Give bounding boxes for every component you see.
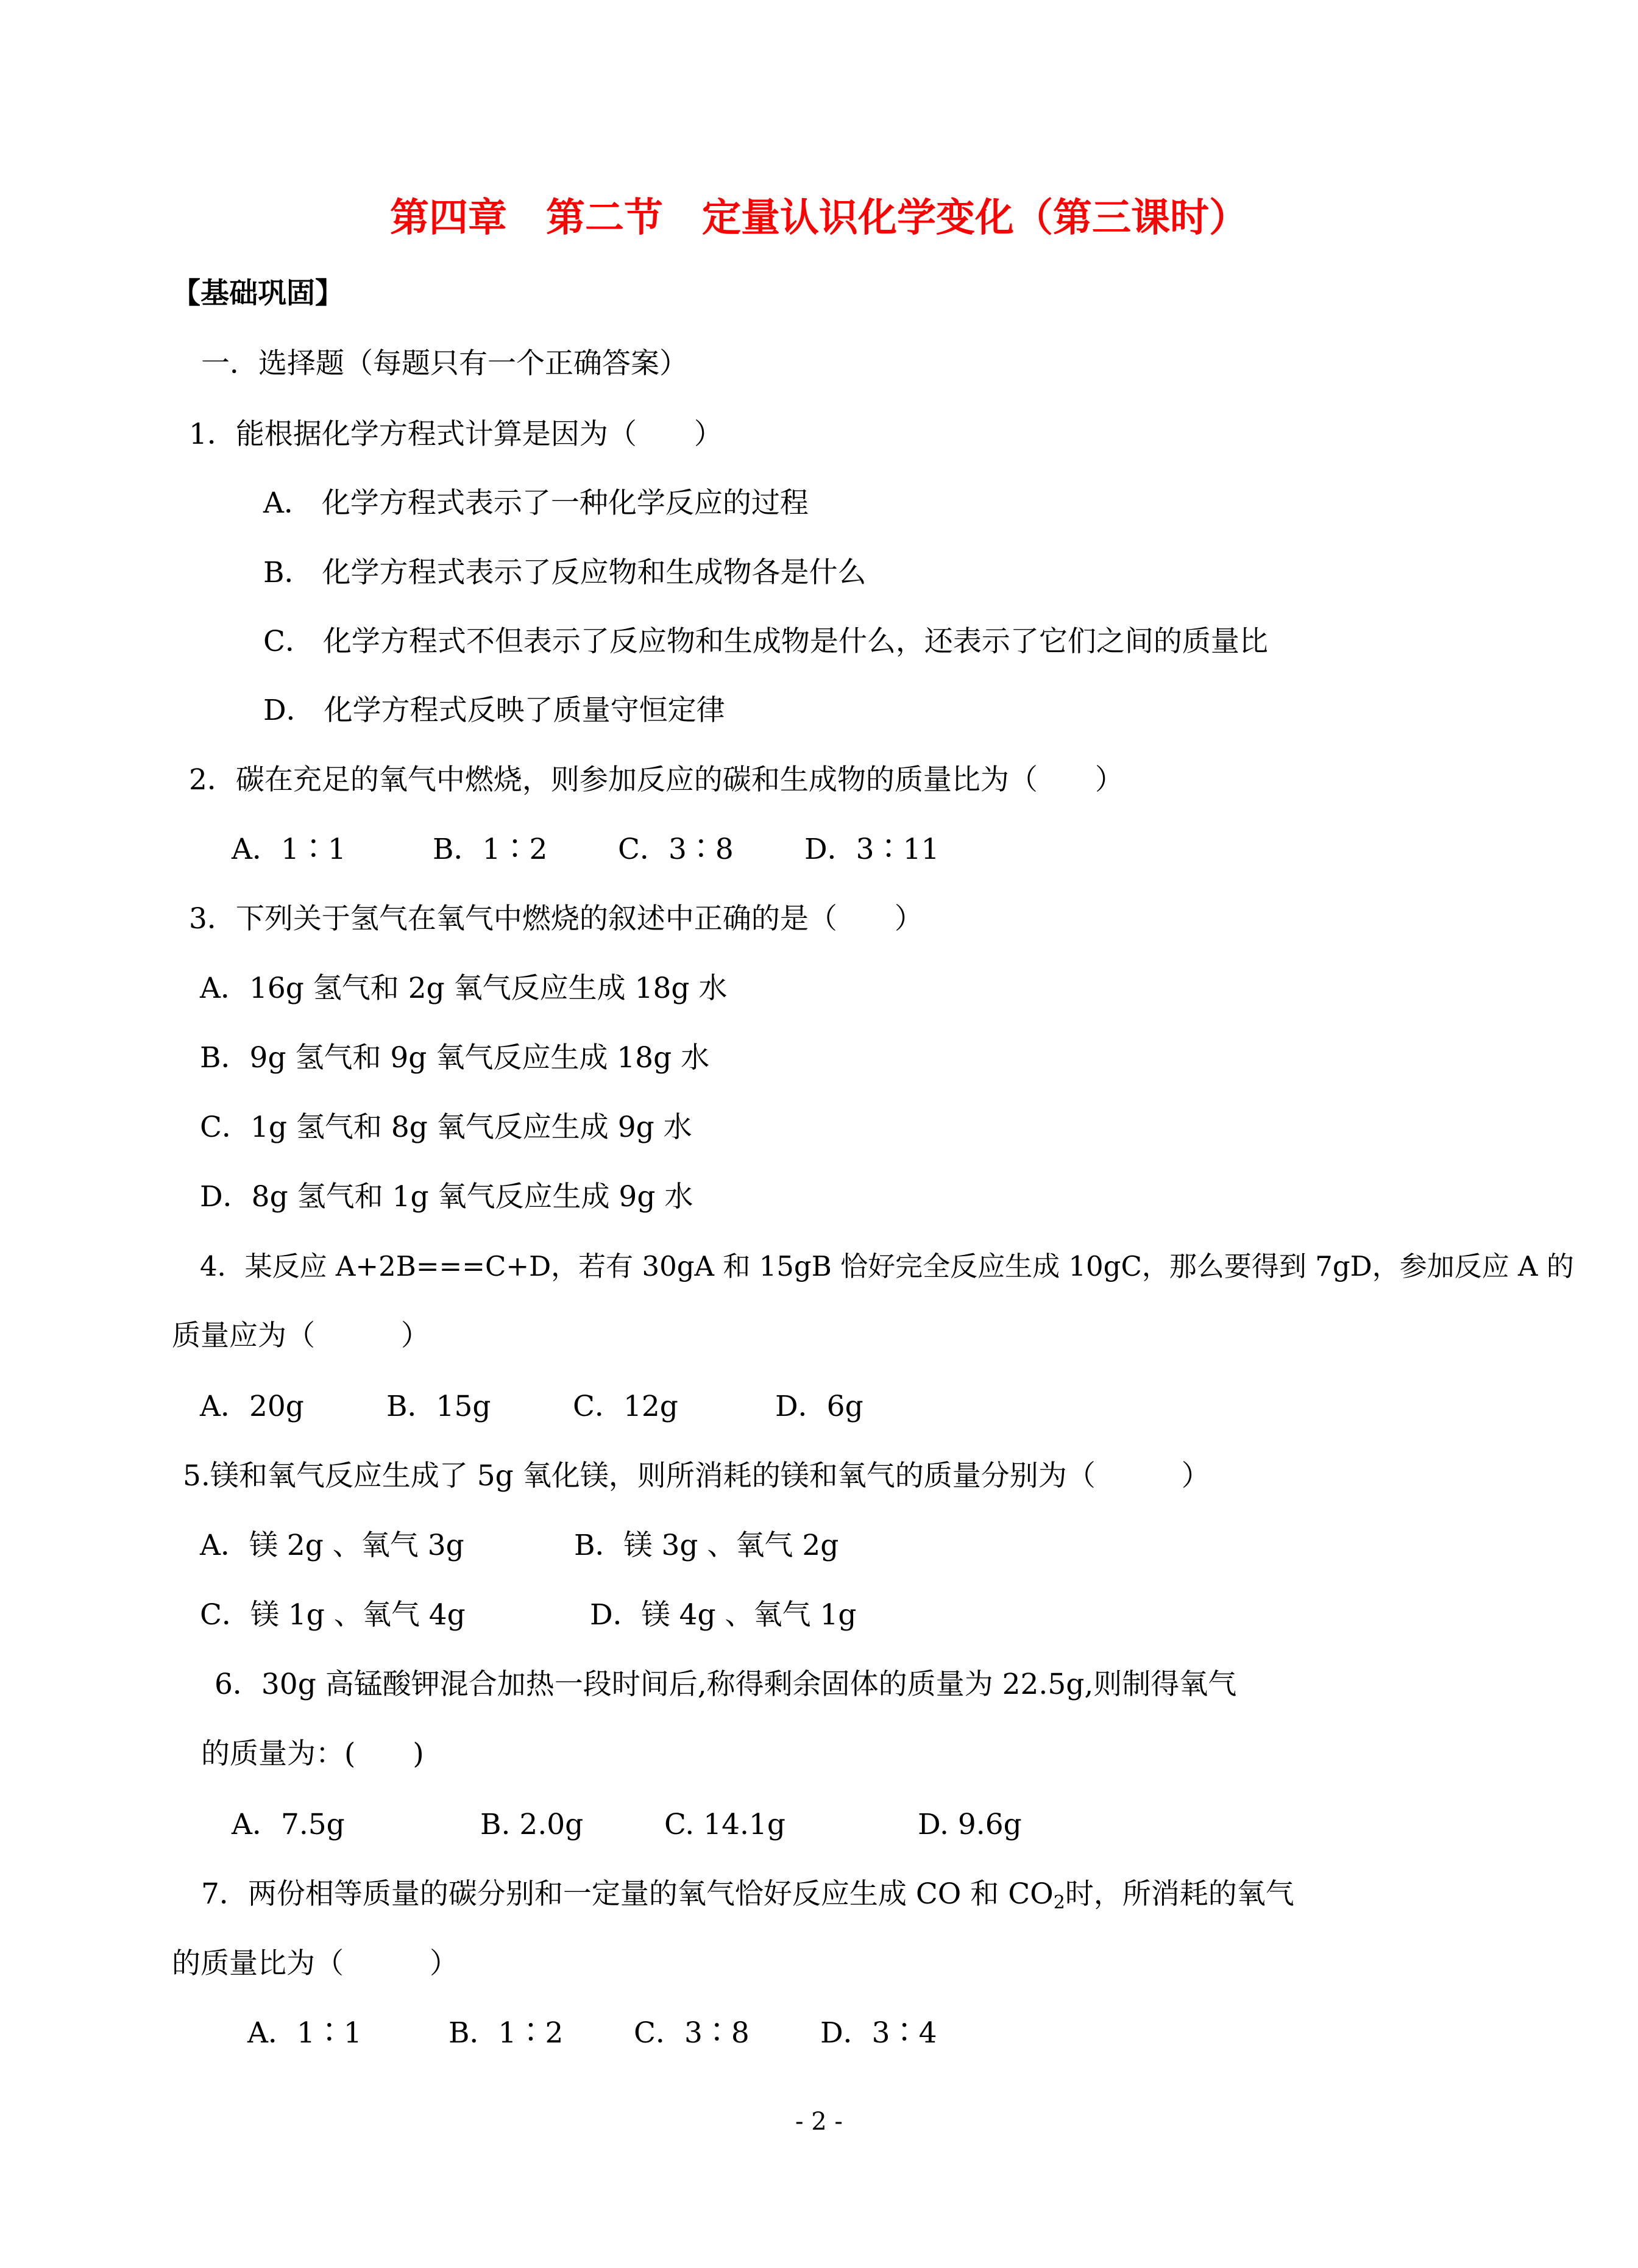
question-4-option-a: A．20g [200, 1390, 304, 1423]
question-6-stem-line1: 6．30g 高锰酸钾混合加热一段时间后,称得剩余固体的质量为 22.5g,则制得氧气 [214, 1668, 1237, 1701]
question-3-option-b: B．9g 氢气和 9g 氧气反应生成 18g 水 [200, 1041, 710, 1075]
question-2-option-b: B．1∶2 [433, 833, 548, 866]
question-4-option-b: B．15g [386, 1390, 491, 1423]
question-7-option-c: C．3∶8 [634, 2016, 750, 2050]
subscript-2: 2 [1053, 1892, 1065, 1913]
question-5-option-b: B．镁 3g 、氧气 2g [574, 1529, 839, 1562]
page-title: 第四章 第二节 定量认识化学变化（第三课时） [390, 195, 1248, 241]
question-4-option-c: C．12g [573, 1390, 678, 1423]
question-6-stem-line2: 的质量为：( ) [201, 1737, 424, 1771]
section-heading: 【基础巩固】 [172, 277, 344, 310]
question-2-option-d: D．3∶11 [804, 833, 940, 866]
question-3-option-c: C．1g 氢气和 8g 氧气反应生成 9g 水 [200, 1111, 692, 1144]
question-1-option-a: A． 化学方程式表示了一种化学反应的过程 [263, 486, 809, 520]
question-1-option-b: B． 化学方程式表示了反应物和生成物各是什么 [263, 556, 867, 589]
question-7-option-b: B．1∶2 [448, 2016, 564, 2050]
question-7-stem-line2: 的质量比为（ ） [172, 1947, 458, 1980]
question-5-option-c: C．镁 1g 、氧气 4g [200, 1598, 466, 1632]
question-4-stem-line2: 质量应为（ ） [172, 1319, 430, 1353]
question-2-option-c: C．3∶8 [618, 833, 734, 866]
page-number: - 2 - [795, 2108, 843, 2136]
question-3-stem: 3．下列关于氢气在氧气中燃烧的叙述中正确的是（ ） [189, 902, 923, 936]
question-1-stem: 1．能根据化学方程式计算是因为（ ） [189, 418, 723, 451]
question-1-option-c: C． 化学方程式不但表示了反应物和生成物是什么，还表示了它们之间的质量比 [263, 625, 1268, 658]
question-7-option-a: A．1∶1 [247, 2016, 362, 2050]
question-2-option-a: A．1∶1 [232, 833, 346, 866]
question-6-option-b: B. 2.0g [480, 1808, 584, 1841]
question-5-stem: 5.镁和氧气反应生成了 5g 氧化镁，则所消耗的镁和氧气的质量分别为（ ） [183, 1459, 1210, 1493]
question-4-stem-line1: 4．某反应 A+2B===C+D，若有 30gA 和 15gB 恰好完全反应生成 10gC，那么要得到 7gD，参加反应 A 的 [200, 1250, 1574, 1282]
question-3-option-a: A．16g 氢气和 2g 氧气反应生成 18g 水 [200, 972, 728, 1005]
question-1-option-d: D． 化学方程式反映了质量守恒定律 [263, 694, 725, 727]
question-4-option-d: D．6g [775, 1390, 863, 1423]
question-6-option-c: C. 14.1g [664, 1808, 785, 1841]
question-2-stem: 2．碳在充足的氧气中燃烧，则参加反应的碳和生成物的质量比为（ ） [189, 763, 1124, 797]
question-5-option-a: A．镁 2g 、氧气 3g [200, 1529, 464, 1562]
part-heading: 一．选择题（每题只有一个正确答案） [201, 347, 688, 380]
question-7-stem-line1: 7．两份相等质量的碳分别和一定量的氧气恰好反应生成 CO 和 $CO_2$时，所消耗的氧气 [201, 1877, 1294, 1913]
question-7-option-d: D．3∶4 [820, 2016, 937, 2050]
question-6-option-a: A．7.5g [232, 1808, 345, 1841]
question-5-option-d: D．镁 4g 、氧气 1g [590, 1598, 857, 1632]
question-3-option-d: D．8g 氢气和 1g 氧气反应生成 9g 水 [200, 1180, 693, 1214]
question-6-option-d: D. 9.6g [918, 1808, 1022, 1841]
